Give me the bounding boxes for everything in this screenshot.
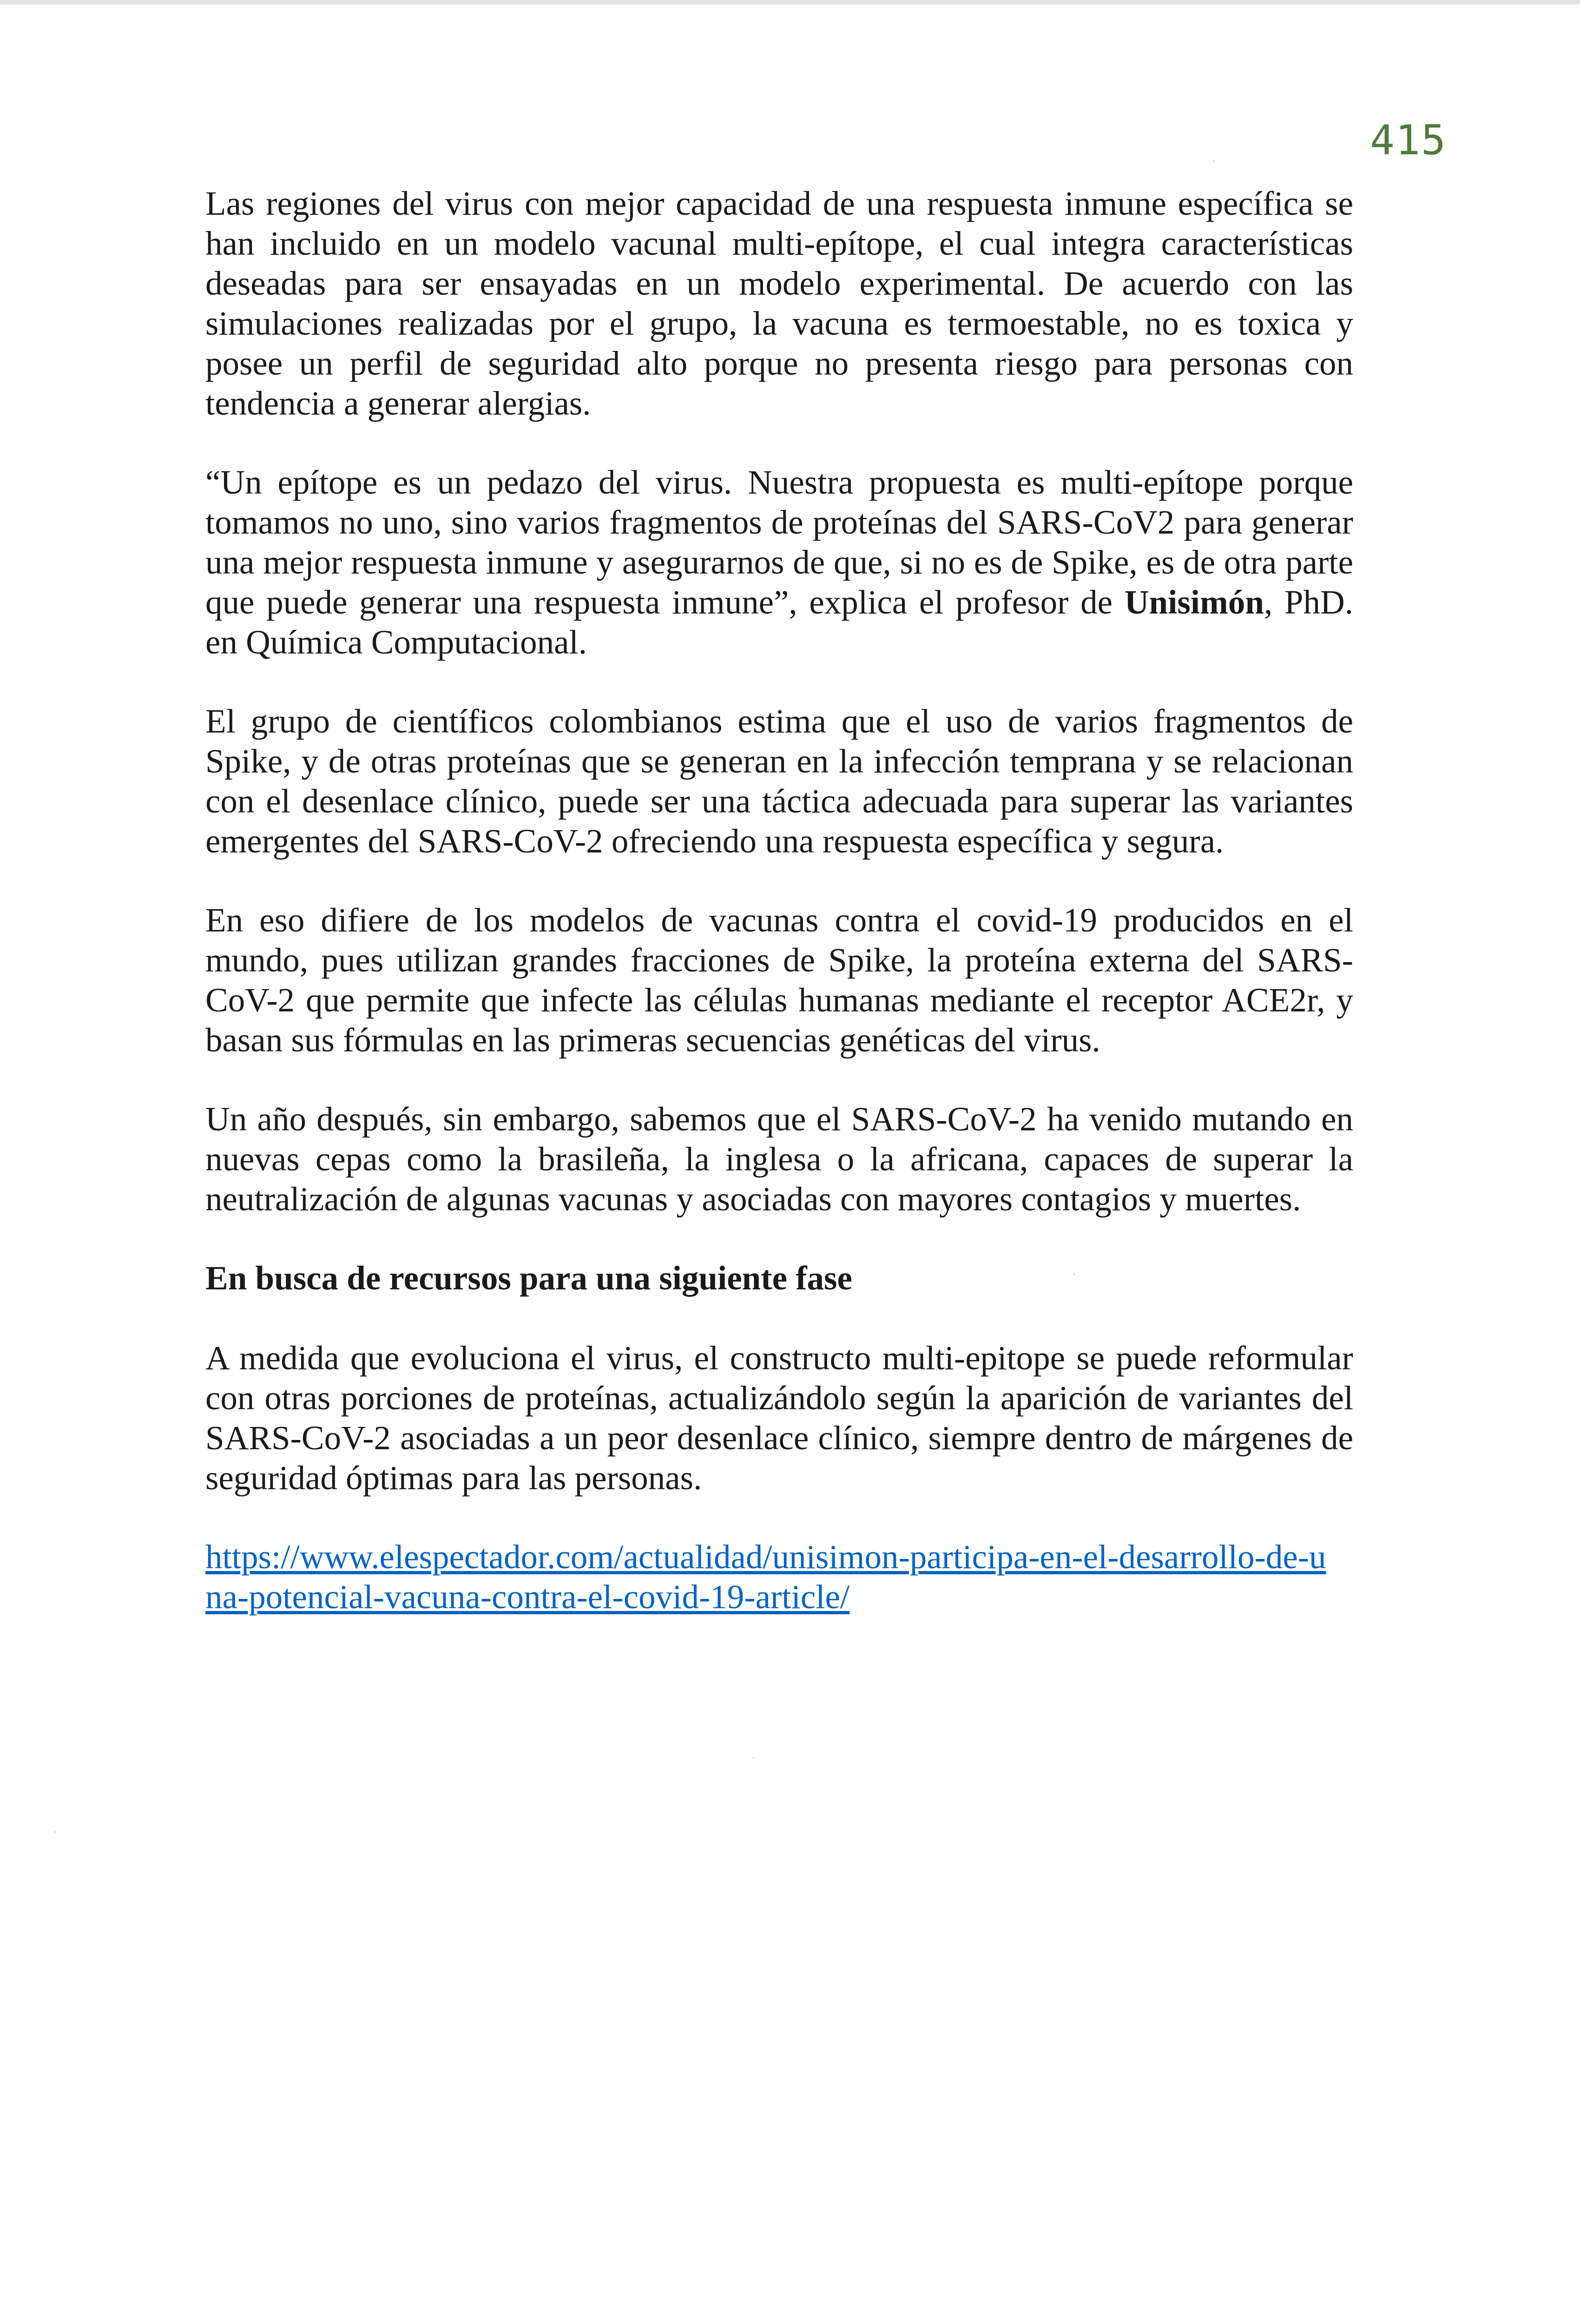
scan-speck — [753, 1757, 754, 1758]
paragraph-variants: Un año después, sin embargo, sabemos que el SARS-CoV-2 ha venido mutando en nuevas cepas como la brasileña, la inglesa o la africana, capaces de superar la neutralización de algunas vacunas y asociadas con mayores contagios y muertes. — [205, 1100, 1353, 1218]
page-number: 415 — [1370, 116, 1447, 164]
source-link[interactable]: https://www.elespectador.com/actualidad/unisimon-participa-en-el-desarrollo-de-una-potencial-vacuna-contra-el-covid-19-article/ — [205, 1538, 1326, 1616]
quote-credential: , PhD. en Química Computacional. — [205, 583, 1353, 661]
paragraph-vaccine-difference: En eso difiere de los modelos de vacunas contra el covid-19 producidos en el mundo, pues utilizan grandes fracciones de Spike, la proteína externa del SARS-CoV-2 que permite que infecte las células humanas mediante el receptor ACE2r, y basan sus fórmulas en las primeras secuencias genéticas del virus. — [205, 901, 1353, 1059]
scan-speck — [1213, 160, 1214, 162]
scan-edge — [0, 0, 1580, 5]
scan-speck — [55, 1831, 56, 1833]
university-name: Unisimón — [1124, 583, 1264, 621]
section-heading: En busca de recursos para una siguiente fase — [205, 1259, 852, 1297]
paragraph-reformulation: A medida que evoluciona el virus, el constructo multi-epitope se puede reformular con otras porciones de proteínas, actualizándolo según la aparición de variantes del SARS-CoV-2 asociadas a un peor desenlace clínico, siempre dentro de márgenes de seguridad óptimas para las personas. — [205, 1339, 1353, 1497]
paragraph-epitope-quote — [205, 462, 1353, 662]
quote-text: “Un epítope es un pedazo del virus. Nuestra propuesta es multi-epítope porque tomamos no uno, sino varios fragmentos de proteínas del SARS-CoV2 para generar una mejor respuesta inmune y asegurarnos de que, si no es de Spike, es de otra parte que puede generar una respuesta inmune”, explica el profesor de — [205, 463, 1353, 621]
paragraph-scientists-estimate: El grupo de científicos colombianos estima que el uso de varios fragmentos de Spike, y de otras proteínas que se generan en la infección temprana y se relacionan con el desenlace clínico, puede ser una táctica adecuada para superar las variantes emergentes del SARS-CoV-2 ofreciendo una respuesta específica y segura. — [205, 702, 1353, 860]
paragraph-vaccine-model: Las regiones del virus con mejor capacidad de una respuesta inmune específica se han incluido en un modelo vacunal multi-epítope, el cual integra características deseadas para ser ensayadas en un modelo experimental. De acuerdo con las simulaciones realizadas por el grupo, la vacuna es termoestable, no es toxica y posee un perfil de seguridad alto porque no presenta riesgo para personas con tendencia a generar alergias. — [205, 185, 1353, 422]
scan-speck — [1073, 1274, 1075, 1275]
document-body — [205, 184, 1353, 1617]
